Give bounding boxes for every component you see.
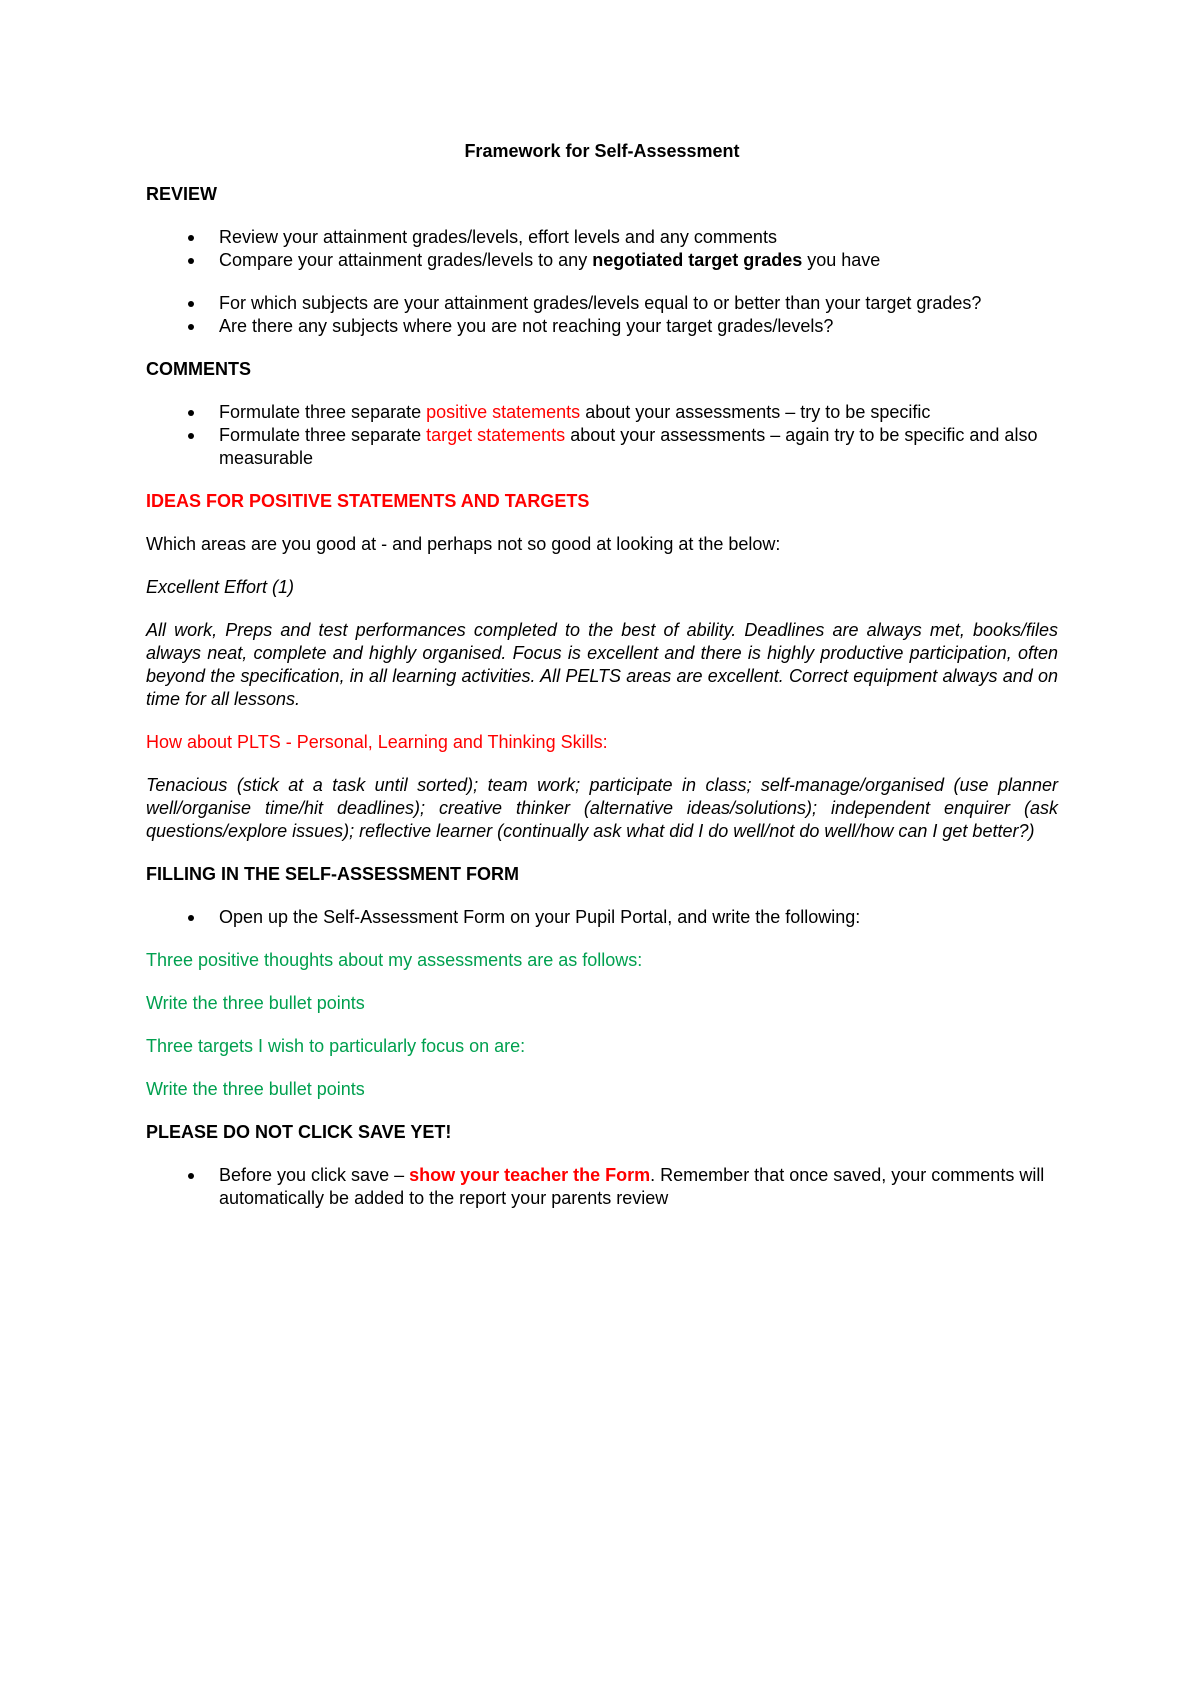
review-heading: REVIEW [146, 184, 218, 204]
bullet-text-red: target statements [426, 425, 566, 445]
targets-line: Three targets I wish to particularly focus on are: [146, 1036, 526, 1056]
effort-label: Excellent Effort (1) [146, 577, 295, 597]
bullet-text: Open up the Self-Assessment Form on your Pupil Portal, and write the following: [219, 907, 861, 927]
filling-heading: FILLING IN THE SELF-ASSESSMENT FORM [146, 864, 519, 884]
bullet-icon [188, 1173, 194, 1179]
bullet-text-bold: negotiated target grades [592, 250, 803, 270]
list-item [146, 1164, 1058, 1210]
document-page [146, 140, 1058, 1230]
effort-description: All work, Preps and test performances completed to the best of ability. Deadlines are always met, books/files always neat, complete and highly organised. Focus is excellent and there is highly productive participation, often beyond the specification, in all learning activities. All PELTS areas are excellent. Correct equipment always and on time for all lessons. [146, 620, 1058, 709]
bullet-icon [188, 915, 194, 921]
bullet-text-red: positive statements [426, 402, 581, 422]
list-item [146, 315, 1058, 338]
write-bullets-line: Write the three bullet points [146, 1079, 365, 1099]
bullet-icon [188, 410, 194, 416]
bullet-icon [188, 433, 194, 439]
list-item [146, 249, 1058, 272]
bullet-text-post: . Remember that once saved, your comments will automatically be added to the report your parents review [219, 1165, 1045, 1208]
bullet-text-post: about your assessments – try to be specific [580, 402, 931, 422]
bullet-text-pre: Formulate three separate [219, 425, 427, 445]
positive-thoughts-line: Three positive thoughts about my assessments are as follows: [146, 950, 643, 970]
bullet-text: Review your attainment grades/levels, effort levels and any comments [219, 227, 777, 247]
bullet-icon [188, 235, 194, 241]
bullet-text: Are there any subjects where you are not reaching your target grades/levels? [219, 316, 834, 336]
list-item [146, 292, 1058, 315]
plts-description: Tenacious (stick at a task until sorted); team work; participate in class; self-manage/organised (use planner well/organise time/hit deadlines); creative thinker (alternative ideas/solutions); independent enquirer (ask questions/explore issues); reflective learner (continually ask what did I do well/not do well/how can I get better?) [146, 775, 1058, 841]
save-heading: PLEASE DO NOT CLICK SAVE YET! [146, 1122, 452, 1142]
comments-bullet-list [146, 401, 1058, 470]
bullet-icon [188, 301, 194, 307]
write-bullets-line: Write the three bullet points [146, 993, 365, 1013]
ideas-intro: Which areas are you good at - and perhaps not so good at looking at the below: [146, 534, 781, 554]
list-item [146, 424, 1058, 470]
document-title: Framework for Self-Assessment [464, 141, 740, 161]
comments-heading: COMMENTS [146, 359, 251, 379]
bullet-icon [188, 324, 194, 330]
review-bullet-list-b [146, 292, 1058, 338]
list-item [146, 226, 1058, 249]
review-bullet-list-a [146, 226, 1058, 272]
bullet-text: For which subjects are your attainment grades/levels equal to or better than your target grades? [219, 293, 982, 313]
bullet-text-post: you have [802, 250, 881, 270]
save-bullet-list [146, 1164, 1058, 1210]
list-item [146, 401, 1058, 424]
list-item [146, 906, 1058, 929]
filling-bullet-list [146, 906, 1058, 929]
bullet-icon [188, 258, 194, 264]
plts-heading: How about PLTS - Personal, Learning and Thinking Skills: [146, 732, 608, 752]
bullet-text-pre: Formulate three separate [219, 402, 427, 422]
bullet-text-pre: Compare your attainment grades/levels to any [219, 250, 593, 270]
bullet-text-bold-red: show your teacher the Form [409, 1165, 651, 1185]
ideas-heading: IDEAS FOR POSITIVE STATEMENTS AND TARGETS [146, 491, 590, 511]
bullet-text-post: about your assessments – again try to be specific and also measurable [219, 425, 1038, 468]
bullet-text-pre: Before you click save – [219, 1165, 410, 1185]
